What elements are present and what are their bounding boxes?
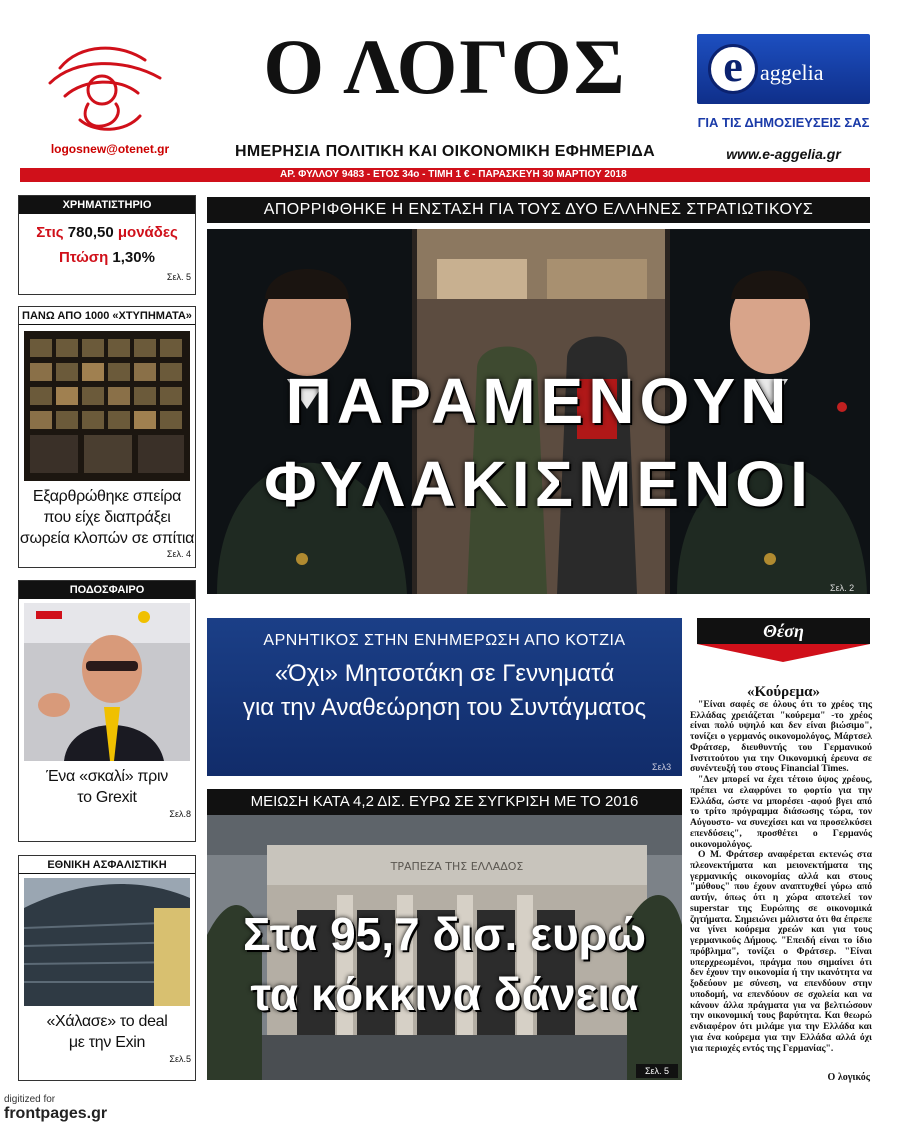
insurance-head: ΕΘΝΙΚΗ ΑΣΦΑΛΙΣΤΙΚΗ	[19, 856, 195, 874]
advert-word: aggelia	[760, 60, 824, 85]
loans-headline: Στα 95,7 δισ. ευρώ τα κόκκινα δάνεια	[242, 908, 647, 1020]
football-box[interactable]	[18, 580, 196, 842]
theft-text: Εξαρθρώθηκε σπείρα που είχε διαπράξει σωρεία κλοπών σε σπίτια	[19, 488, 195, 547]
stock-head: ΧΡΗΜΑΤΙΣΤΗΡΙΟ	[19, 196, 195, 214]
football-photo	[24, 603, 190, 761]
advert-url[interactable]: www.e-aggelia.gr	[726, 146, 841, 162]
theft-box[interactable]	[18, 306, 196, 568]
stock-line1: Στις 780,50 μονάδες	[36, 224, 178, 241]
lead-banner: ΑΠΟΡΡΙΦΘΗΚΕ Η ΕΝΣΤΑΣΗ ΓΙΑ ΤΟΥΣ ΔΥΟ ΕΛΛΗΝΕΣ ΣΤΡΑΤΙΩΤΙΚΟΥΣ	[207, 197, 870, 223]
footer-site[interactable]: frontpages.gr	[4, 1105, 108, 1122]
football-head: ΠΟΔΟΣΦΑΙΡΟ	[19, 581, 195, 599]
opinion-triangle	[697, 644, 870, 662]
opinion-head: Θέση	[697, 618, 870, 644]
theft-page-ref: Σελ. 4	[166, 549, 191, 560]
logo-emblem	[40, 38, 170, 133]
lead-headline: ΠΑΡΑΜΕΝΟΥΝ ΦΥΛΑΚΙΣΜΕΝΟΙ	[264, 365, 813, 521]
theft-head: ΠΑΝΩ ΑΠΟ 1000 «ΧΤΥΠΗΜΑΤΑ»	[19, 307, 195, 325]
stock-page-ref: Σελ. 5	[166, 272, 191, 282]
football-page-ref: Σελ.8	[169, 808, 191, 819]
issue-line: ΑΡ. ΦΥΛΛΟΥ 9483 - ΕΤΟΣ 34ο - ΤΙΜΗ 1 € - ΠΑΡΑΣΚΕΥΗ 30 ΜΑΡΤΙΟΥ 2018	[280, 169, 627, 180]
politics-kicker: ΑΡΝΗΤΙΚΟΣ ΣΤΗΝ ΕΝΗΜΕΡΩΣΗ ΑΠΟ ΚΟΤΖΙΑ	[263, 632, 626, 649]
politics-page-ref: Σελ3	[652, 762, 672, 772]
insurance-box[interactable]	[18, 855, 196, 1081]
opinion-body: "Είναι σαφές σε όλους ότι το χρέος της Ελλάδας χρειάζεται "κούρεμα" -το χρέος είναι πολύ υψηλό και δεν είναι βιώσιμο", τονίζει ο γερμανός οικονομολόγος, Μάρτσελ Φράτσερ, διευθυντής του Γερμανικού Ινστιτούτου για την Οικονομική έρευνα σε συνέντευξή του στους Financial Times. "Δεν μπορεί να έχει τέτοιο ύψος χρέους, πρέπει να ελαφρύνει το φορτίο για την Ελλάδα, ώστε να μπορέσει -αφού βγει από το τρίτο πρόγραμμα διάσωσης τώρα, τον Αύγουστο- να συνεχίσει και να προσελκύσει επενδύσεις", προσθέτει ο Γερμανός οικονομολόγος. Ο Μ. Φράτσερ αναφέρεται εκτενώς στα πλεονεκτήματα και μειονεκτήματα της γερμανικής οικονομίας αλλά και στους "μύθους" που έχουν αναπτυχθεί γύρω από αυτήν, όπως ότι η χώρα αποτελεί τον superstar της Ευρώπης σε οικονομικά ζητήματα. Σημειώνει μάλιστα ότι θα έπρεπε να γίνει κούρεμα χρεών και για τους γερμανικούς Δήμους. "Επειδή είναι το ίδιο πρόβλημα", τονίζει ο Φράτσερ. "Είναι υπερχρεωμένοι, πράγμα που σημαίνει ότι δεν έχουν την οικονομία ή την ικανότητα να ξοδεύουν με σύνεση, να επενδύουν στην υποδομή, να επενδύουν σε σχολεία και να κάνουν άλλα πράγματα για να βελτιώσουν την οικονομική τους βαρύτητα. Και θεωρώ ενδιαφέρον ότι μιλάμε για την Ελλάδα και για ένα κούρεμα για την Ελλάδα αλλά όχι για περιοχές εντός της Γερμανίας".	[690, 699, 872, 1054]
football-text: Ένα «σκαλί» πριν το Grexit	[46, 768, 168, 806]
bank-sign: ΤΡΑΠΕΖΑ ΤΗΣ ΕΛΛΑΔΟΣ	[390, 860, 524, 873]
footer-digitized: digitized for	[4, 1094, 56, 1105]
opinion-signature: Ο λογικός	[827, 1072, 870, 1083]
insurance-page-ref: Σελ.5	[169, 1053, 191, 1064]
politics-box[interactable]	[207, 618, 682, 776]
insurance-photo	[24, 878, 190, 1006]
lead-page-ref: Σελ. 2	[830, 583, 855, 593]
insurance-text: «Χάλασε» το deal με την Exin	[46, 1013, 168, 1051]
stock-box[interactable]	[18, 195, 196, 295]
contact-email: logosnew@otenet.gr	[50, 142, 170, 156]
loans-banner: ΜΕΙΩΣΗ ΚΑΤΑ 4,2 ΔΙΣ. ΕΥΡΩ ΣΕ ΣΥΓΚΡΙΣΗ ΜΕ ΤΟ 2016	[207, 789, 682, 815]
masthead-subtitle: ΗΜΕΡΗΣΙΑ ΠΟΛΙΤΙΚΗ ΚΑΙ ΟΙΚΟΝΟΜΙΚΗ ΕΦΗΜΕΡΙΔΑ	[235, 143, 655, 160]
advert-e-logo: e	[708, 44, 758, 94]
advert-tagline: ΓΙΑ ΤΙΣ ΔΗΜΟΣΙΕΥΣΕΙΣ ΣΑΣ	[697, 115, 870, 130]
politics-headline-2: για την Αναθεώρηση του Συντάγματος	[242, 694, 647, 721]
stock-line2: Πτώση 1,30%	[59, 249, 155, 266]
opinion-title: «Κούρεμα»	[747, 684, 820, 700]
loans-page-ref: Σελ. 5	[636, 1064, 678, 1078]
theft-photo	[24, 331, 190, 481]
politics-headline-1: «Όχι» Μητσοτάκη σε Γεννηματά	[274, 660, 615, 687]
masthead-title: Ο ΛΟΓΟΣ	[263, 23, 627, 110]
